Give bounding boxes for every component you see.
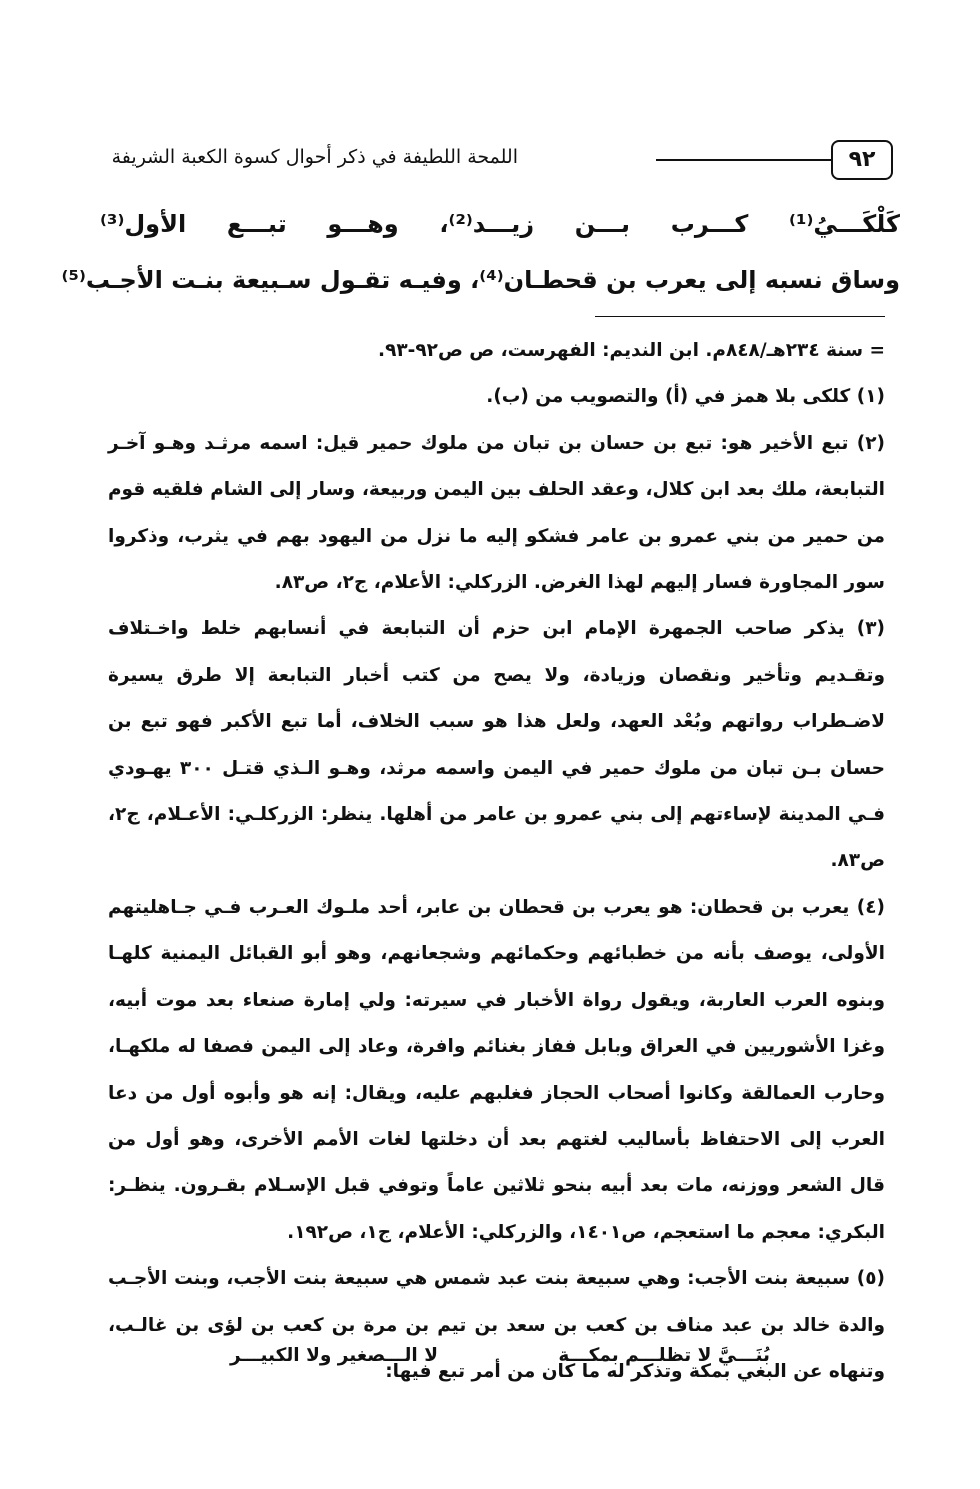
footnote-3 — [108, 606, 885, 884]
footnote-mark: (٢) — [856, 432, 885, 454]
footnote-text: سبيعة بنت الأجب: وهي سبيعة بنت عبد شمس هي سبيعة بنت الأجب، وبنت الأجـب والدة خالد بن عبد مناف بن كعب بن سعد بن تيم بن مرة بن كعب بن لؤى بن غالـب، وتنهاه عن البغي بمكة وتذكر له ما كان من أمر تبع فيها: — [108, 1268, 885, 1382]
footnotes — [108, 328, 885, 1395]
footnote-text: كلكى بلا همز في (أ) والتصويب من (ب). — [486, 386, 851, 408]
page-number: ٩٢ — [831, 140, 893, 180]
header-rule — [656, 159, 831, 161]
footnote-4 — [108, 885, 885, 1256]
book-title: اللمحة اللطيفة في ذكر أحوال كسوة الكعبة الشريفة — [111, 146, 518, 168]
footnote-mark: (٣) — [856, 618, 885, 640]
poetry-verse — [230, 1333, 770, 1383]
footnote-text: سنة ٢٣٤هـ/٨٤٨م. ابن النديم: الفهرست، ص ص٩٢-٩٣. — [378, 340, 864, 361]
main-text-line-2: وساق نسبه إلى يعرب بن قحطـان⁽⁴⁾، وفيـه تقـول سـبيعة بنـت الأجـب⁽⁵⁾ — [61, 266, 900, 294]
footnote-text: يذكر صاحب الجمهرة الإمام ابن حزم أن التبابعة في أنسابهم خلط واخـتلاف وتقـديم وتأخير ونقصان وزيادة، ولا يصح من كتب أخبار التبابعة إلا طرق يسيرة لاضـطراب رواتهم وبُعْد العهد، ولعل هذا هو سبب الخلاف، أما تبع الأكبر فهو تبع بن حسان بـن تبان من ملوك حمير في اليمن واسمه مرثد، وهـو الـذي قتـل ٣٠٠ يهـودي فـي المدينة لإساءتهم إلى بني عمرو بن عامر من أهلها. ينظر: الزركلـي: الأعـلام، ج٢، ص٨٣. — [108, 618, 885, 872]
footnote-mark: (٤) — [856, 896, 885, 918]
footnote-mark: (١) — [856, 386, 885, 408]
main-text — [61, 196, 900, 308]
footnote-mark: (٥) — [856, 1268, 885, 1290]
footnote-2 — [108, 421, 885, 607]
main-text-line-1: كَلْكَـــيُ⁽¹⁾ كـــرب بـــن زيـــد⁽²⁾، وهـــو تبـــع الأول⁽³⁾ — [100, 210, 900, 238]
footnote-text: تبع الأخير هو: تبع بن حسان بن تبان من ملوك حمير قيل: اسمه مرثـد وهـو آخـر التبابعة، ملك بعد ابن كلال، وعقد الحلف بين اليمن وربيعة، وسار إلى الشام فلقيه قوم من حمير من بني عمرو بن عامر فشكو إليه ما نزل من اليهود بهم في يثرب، وذكروا سور المجاورة فسار إليهم لهذا الغرض. الزركلي: الأعلام، ج٢، ص٨٣. — [108, 432, 885, 594]
footnote-mark: = — [869, 340, 885, 361]
verse-second-hemistich: لا الـــصغير ولا الكبيـــر — [230, 1345, 438, 1366]
footnote-separator — [595, 316, 885, 317]
running-header — [111, 140, 893, 186]
footnote-1 — [108, 374, 885, 420]
footnote-text: يعرب بن قحطان: هو يعرب بن قحطان بن عابر، أحد ملـوك العـرب فـي جـاهليتهم الأولى، يوصف بأنه من خطبائهم وحكمائهم وشجعانهم، وهو أبو القبائل اليمنية كلهـا وبنوه العرب العاربة، ويقول رواة الأخبار في سيرته: ولي إمارة صنعاء بعد موت أبيه، وغزا الأشوريين في العراق وبابل ففاز بغنائم وافرة، وعاد إلى اليمن فصفا له ملكهـا، وحارب العمالقة وكانوا أصحاب الحجاز فغلبهم عليه، ويقال: إنه هو وأبوه أول من دعا العرب إلى الاحتفاظ بأساليب لغتهم بعد أن دخلتها لغات الأمم الأخرى، وهو أول من قال الشعر ووزنه، مات بعد أبيه بنحو ثلاثين عاماً وتوفي قبل الإسـلام بقـرون. ينظـر: البكري: معجم ما استعجم، ص١٤٠١، والزركلي: الأعلام، ج١، ص١٩٢. — [108, 896, 885, 1243]
verse-first-hemistich: بُنَـــيَّ لا تظلـــم بمكـــة — [558, 1345, 770, 1366]
footnote-continuation — [108, 328, 885, 374]
